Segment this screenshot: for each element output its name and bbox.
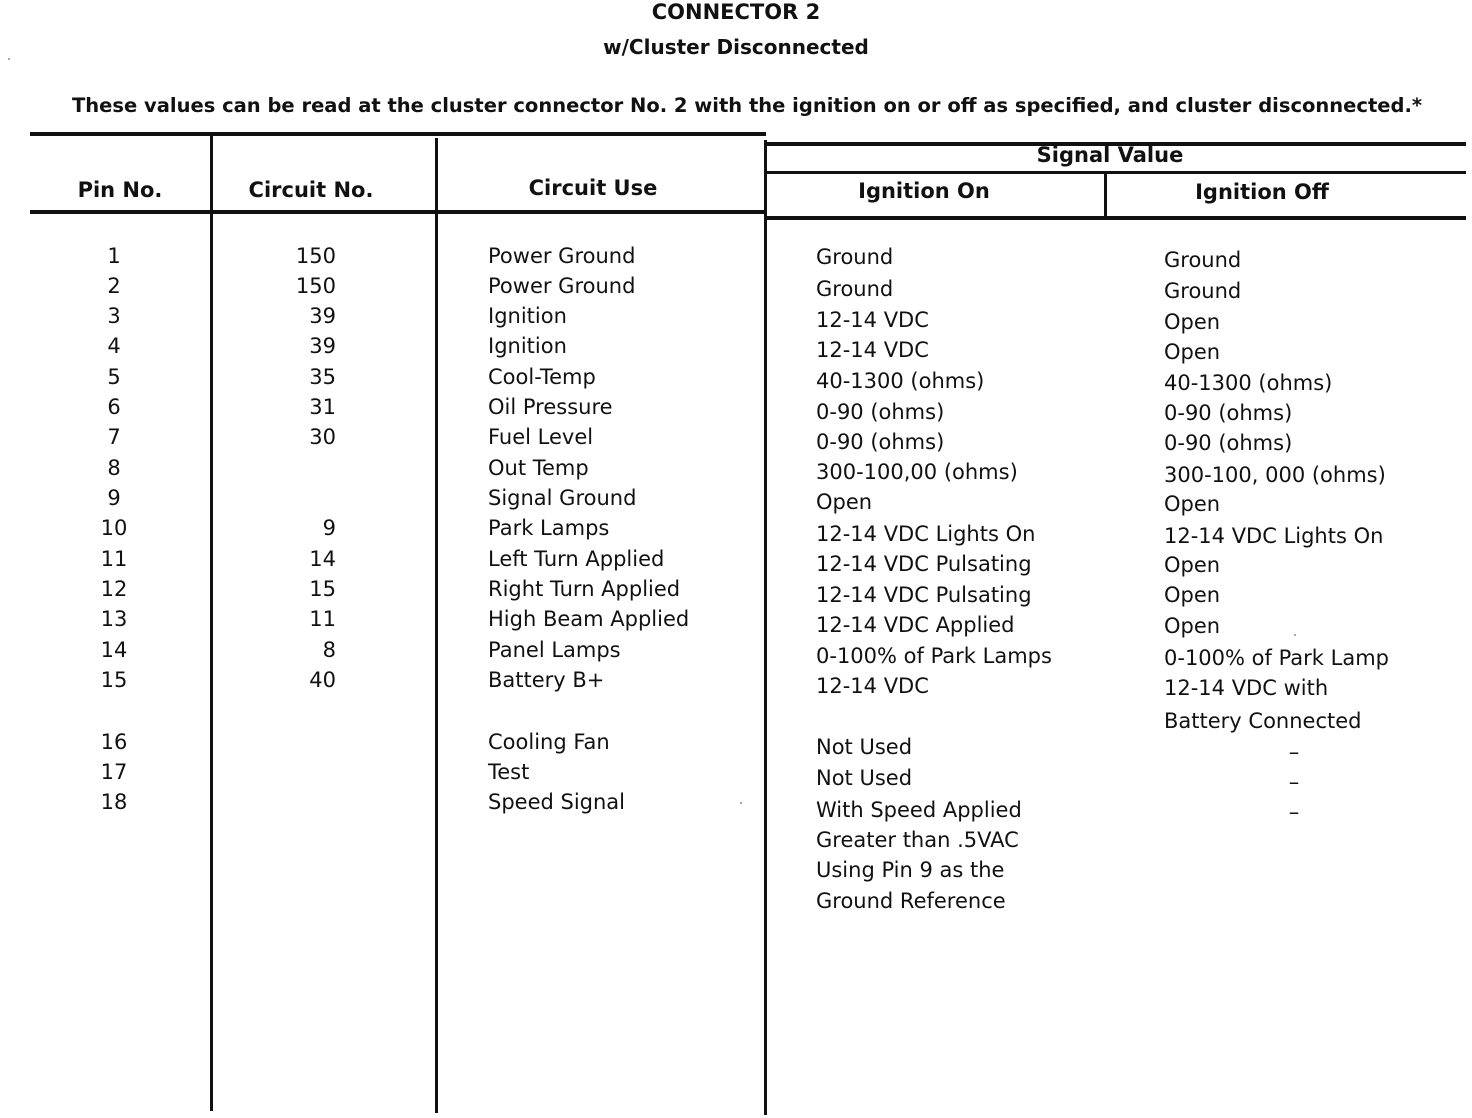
table-cell-pin: 4 <box>107 334 121 358</box>
table-cell-ignition-on: 0-90 (ohms) <box>816 430 945 454</box>
table-cell-ignition-off: Ground <box>1164 248 1242 272</box>
scan-speck <box>740 802 742 804</box>
table-cell-ignition-off: Open <box>1164 492 1221 516</box>
header-ignition-on: Ignition On <box>858 179 990 203</box>
table-cell-use: Out Temp <box>488 456 589 480</box>
table-cell-pin: 11 <box>100 547 128 571</box>
table-cell-use: Ignition <box>488 334 567 358</box>
table-cell-ignition-on: Open <box>816 490 873 514</box>
table-cell-ignition-on: Not Used <box>816 735 913 759</box>
table-cell-pin: 2 <box>107 274 121 298</box>
table-cell-ignition-on: Ground Reference <box>816 889 1006 913</box>
table-cell-ignition-off: Open <box>1164 310 1221 334</box>
table-cell-use: Test <box>488 760 530 784</box>
intro-text: These values can be read at the cluster connector No. 2 with the ignition on or off as specified, and cluster disconnected.* <box>72 94 1423 117</box>
table-cell-ignition-on: 12-14 VDC <box>816 674 929 698</box>
table-cell-circuit: 39 <box>309 304 336 328</box>
table-cell-circuit: 14 <box>309 547 336 571</box>
table-cell-ignition-off: – <box>1288 740 1300 764</box>
table-cell-use: Speed Signal <box>488 790 626 814</box>
table-cell-circuit: 40 <box>309 668 336 692</box>
table-cell-ignition-on: 12-14 VDC Applied <box>816 613 1015 637</box>
table-cell-ignition-on: Not Used <box>816 766 913 790</box>
table-cell-circuit: 8 <box>322 638 336 662</box>
table-cell-use: Power Ground <box>488 274 636 298</box>
table-cell-ignition-off: 0-90 (ohms) <box>1164 431 1293 455</box>
table-cell-ignition-on: 0-90 (ohms) <box>816 400 945 424</box>
table-cell-ignition-off: 0-90 (ohms) <box>1164 401 1293 425</box>
table-cell-use: High Beam Applied <box>488 607 690 631</box>
table-cell-pin: 5 <box>107 365 121 389</box>
table-cell-ignition-off: 40-1300 (ohms) <box>1164 371 1333 395</box>
table-cell-circuit: 150 <box>295 244 336 268</box>
column-divider-2 <box>435 138 438 1113</box>
table-cell-use: Ignition <box>488 304 567 328</box>
header-signal-value: Signal Value <box>1036 143 1184 167</box>
table-cell-ignition-off: 12-14 VDC with <box>1164 676 1329 700</box>
table-cell-pin: 7 <box>107 425 121 449</box>
table-cell-use: Power Ground <box>488 244 636 268</box>
table-cell-ignition-off: Open <box>1164 583 1221 607</box>
table-cell-ignition-off: Open <box>1164 614 1221 638</box>
table-cell-use: Fuel Level <box>488 425 594 449</box>
table-cell-ignition-on: Greater than .5VAC <box>816 828 1019 852</box>
table-cell-ignition-on: 12-14 VDC <box>816 308 929 332</box>
table-cell-ignition-off: Open <box>1164 553 1221 577</box>
header-ignition-off: Ignition Off <box>1195 180 1329 204</box>
scan-speck <box>8 58 10 60</box>
table-cell-use: Cooling Fan <box>488 730 610 754</box>
header-bottom-rule <box>30 210 766 214</box>
table-cell-circuit: 30 <box>309 425 336 449</box>
table-cell-pin: 9 <box>107 486 121 510</box>
header-circuit-use: Circuit Use <box>528 176 658 200</box>
signal-value-rule <box>766 171 1466 174</box>
table-cell-use: Cool-Temp <box>488 365 596 389</box>
page-subtitle: w/Cluster Disconnected <box>603 35 869 59</box>
table-cell-use: Battery B+ <box>488 668 605 692</box>
table-cell-pin: 1 <box>107 244 121 268</box>
table-cell-use: Oil Pressure <box>488 395 613 419</box>
table-cell-ignition-off: 300-100, 000 (ohms) <box>1164 463 1386 487</box>
table-cell-use: Left Turn Applied <box>488 547 665 571</box>
table-cell-ignition-on: Ground <box>816 245 894 269</box>
table-cell-ignition-on: 12-14 VDC Pulsating <box>816 583 1032 607</box>
table-cell-ignition-off: 0-100% of Park Lamp <box>1164 646 1389 670</box>
table-cell-pin: 10 <box>100 516 128 540</box>
table-cell-ignition-on: Ground <box>816 277 894 301</box>
table-cell-pin: 14 <box>100 638 128 662</box>
table-cell-circuit: 15 <box>309 577 336 601</box>
table-cell-ignition-on: 40-1300 (ohms) <box>816 369 985 393</box>
table-cell-use: Signal Ground <box>488 486 637 510</box>
table-cell-ignition-on: 12-14 VDC Lights On <box>816 522 1036 546</box>
table-cell-circuit: 39 <box>309 334 336 358</box>
table-cell-ignition-on: 12-14 VDC <box>816 338 929 362</box>
table-cell-pin: 12 <box>100 577 128 601</box>
table-cell-pin: 13 <box>100 607 128 631</box>
table-cell-ignition-off: – <box>1288 770 1300 794</box>
table-cell-ignition-off: Ground <box>1164 279 1242 303</box>
table-cell-ignition-on: Using Pin 9 as the <box>816 858 1005 882</box>
table-cell-ignition-on: With Speed Applied <box>816 798 1022 822</box>
table-cell-pin: 3 <box>107 304 121 328</box>
table-cell-ignition-on: 300-100,00 (ohms) <box>816 460 1018 484</box>
table-top-rule <box>30 132 766 136</box>
table-cell-ignition-off: Battery Connected <box>1164 709 1362 733</box>
table-cell-ignition-off: 12-14 VDC Lights On <box>1164 524 1384 548</box>
table-cell-ignition-off: Open <box>1164 340 1221 364</box>
header-circuit-no: Circuit No. <box>248 178 374 202</box>
scan-speck <box>1294 634 1296 636</box>
page-title: CONNECTOR 2 <box>651 0 821 24</box>
table-cell-ignition-on: 12-14 VDC Pulsating <box>816 552 1032 576</box>
column-divider-3 <box>764 140 767 1115</box>
table-cell-pin: 15 <box>100 668 128 692</box>
table-cell-pin: 16 <box>100 730 128 754</box>
table-cell-circuit: 150 <box>295 274 336 298</box>
table-cell-circuit: 11 <box>309 607 336 631</box>
table-cell-pin: 6 <box>107 395 121 419</box>
header-bottom-rule-right <box>766 216 1466 220</box>
table-cell-pin: 8 <box>107 456 121 480</box>
table-cell-ignition-on: 0-100% of Park Lamps <box>816 644 1052 668</box>
table-cell-circuit: 31 <box>309 395 336 419</box>
column-divider-1 <box>210 136 213 1111</box>
table-cell-use: Park Lamps <box>488 516 610 540</box>
table-cell-use: Panel Lamps <box>488 638 621 662</box>
table-cell-pin: 17 <box>100 760 128 784</box>
table-cell-circuit: 35 <box>309 365 336 389</box>
table-cell-circuit: 9 <box>322 516 336 540</box>
header-pin-no: Pin No. <box>77 178 163 202</box>
table-cell-use: Right Turn Applied <box>488 577 681 601</box>
table-cell-ignition-off: – <box>1288 800 1300 824</box>
table-cell-pin: 18 <box>100 790 128 814</box>
